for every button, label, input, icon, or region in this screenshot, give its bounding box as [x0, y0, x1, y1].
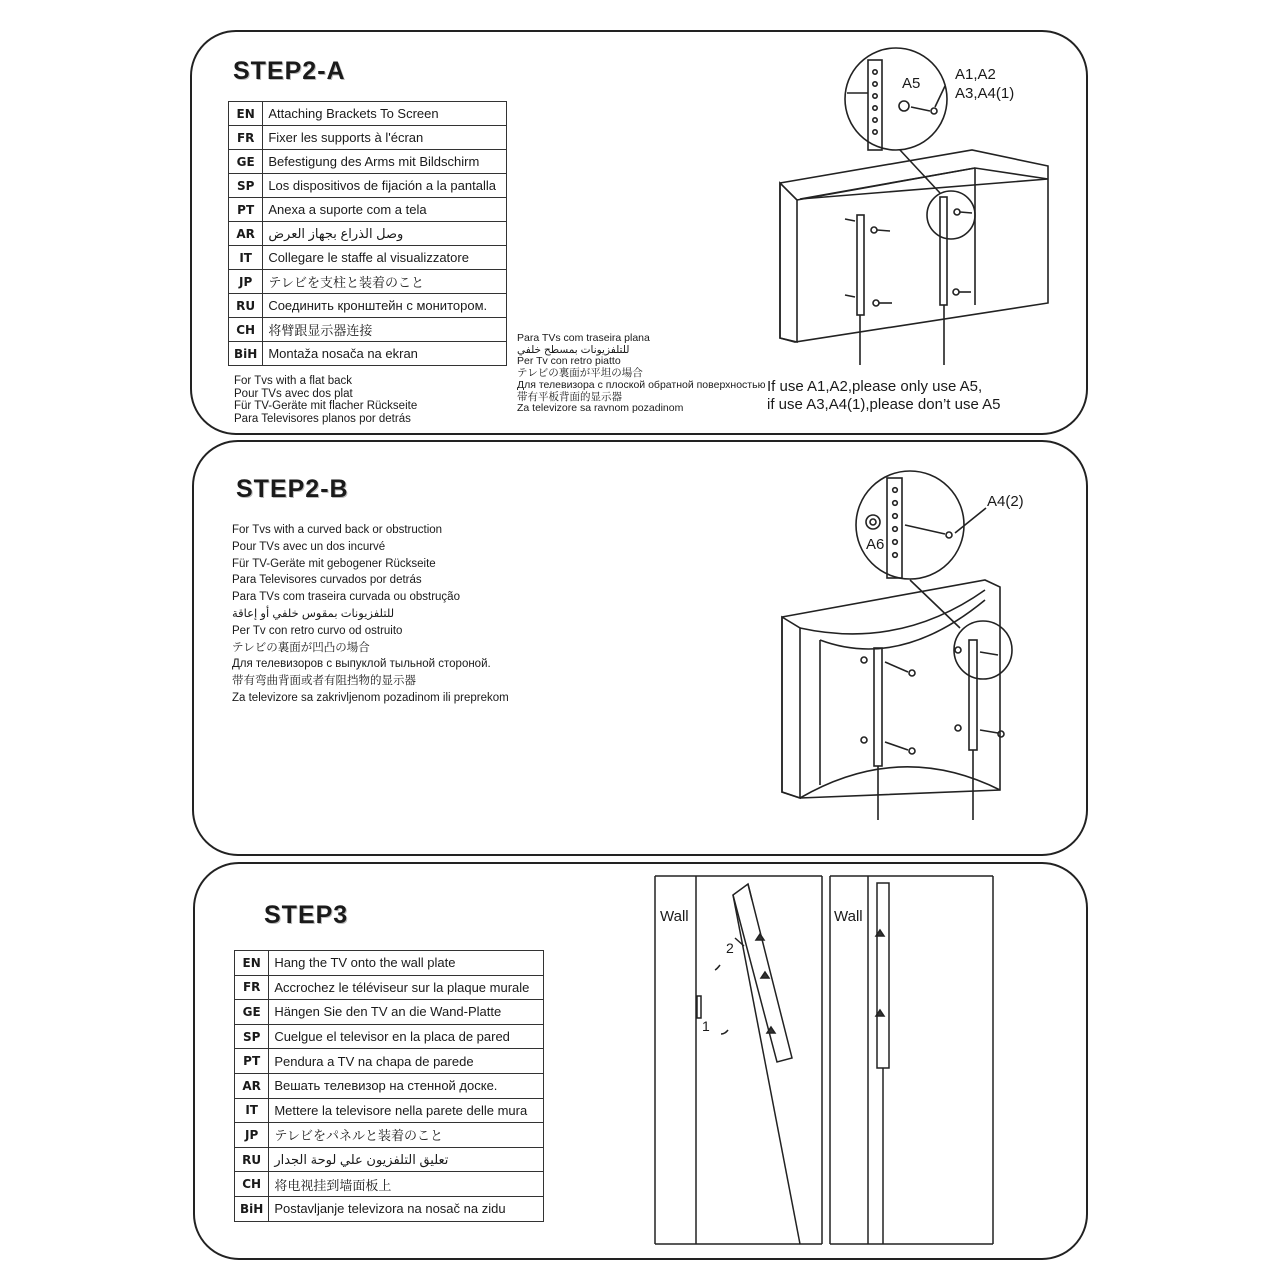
language-code: JP: [235, 1123, 269, 1148]
label-step-2-arrow: 2: [726, 940, 734, 956]
language-instruction: Hang the TV onto the wall plate: [269, 951, 544, 976]
language-instruction: 将臂跟显示器连接: [263, 318, 507, 342]
flat-note-line: للتلفزيونات بمسطح خلفي: [517, 343, 630, 356]
label-a3-a4: A3,A4(1): [955, 85, 1015, 102]
flat-note-line: Para Televisores planos por detrás: [234, 412, 411, 425]
language-code: IT: [235, 1098, 269, 1123]
step2a-title: STEP2-A: [233, 57, 346, 85]
language-code: RU: [229, 294, 263, 318]
language-code: AR: [235, 1073, 269, 1098]
label-step-1-arrow: 1: [702, 1018, 710, 1034]
language-instruction: Вешать телевизор на стенной доске.: [269, 1073, 544, 1098]
language-code: SP: [229, 174, 263, 198]
label-a5: A5: [902, 75, 921, 92]
language-instruction: Attaching Brackets To Screen: [263, 102, 507, 126]
curved-note-line: Pour TVs avec un dos incurvé: [232, 540, 386, 553]
language-code: IT: [229, 246, 263, 270]
language-instruction: Befestigung des Arms mit Bildschirm: [263, 150, 507, 174]
language-code: FR: [229, 126, 263, 150]
step2b-title: STEP2-B: [236, 475, 349, 503]
language-instruction: Mettere la televisore nella parete delle mura: [269, 1098, 544, 1123]
curved-note-line: 带有弯曲背面或者有阻挡物的显示器: [232, 675, 416, 688]
flat-note-line: For Tvs with a flat back: [234, 375, 353, 387]
language-instruction: テレビを支柱と装着のこと: [263, 270, 507, 294]
flat-note-line: Za televizore sa ravnom pozadinom: [517, 402, 684, 415]
language-instruction: Fixer les supports à l'écran: [263, 126, 507, 150]
flat-note-line: Para TVs com traseira plana: [517, 332, 650, 344]
language-code: SP: [235, 1024, 269, 1049]
step3-title: STEP3: [264, 901, 349, 929]
language-code: PT: [229, 198, 263, 222]
curved-note-line: Para Televisores curvados por detrás: [232, 574, 422, 587]
language-instruction: Collegare le staffe al visualizzatore: [263, 246, 507, 270]
flat-note-line: 带有平板背面的显示器: [517, 390, 622, 403]
language-instruction: Pendura a TV na chapa de parede: [269, 1049, 544, 1074]
language-instruction: テレビをパネルと装着のこと: [269, 1123, 544, 1148]
label-a6: A6: [866, 536, 885, 553]
curved-note-line: Za televizore sa zakrivljenom pozadinom ili preprekom: [232, 691, 509, 704]
curved-note-line: テレビの裏面が凹凸の場合: [232, 641, 370, 654]
language-code: FR: [235, 975, 269, 1000]
curved-note-line: For Tvs with a curved back or obstruction: [232, 524, 443, 536]
language-instruction: Postavljanje televizora na nosač na zidu: [269, 1196, 544, 1221]
language-code: RU: [235, 1147, 269, 1172]
flat-note-line: Per Tv con retro piatto: [517, 355, 621, 368]
curved-note-line: Für TV-Geräte mit gebogener Rückseite: [232, 557, 436, 570]
language-code: AR: [229, 222, 263, 246]
language-instruction: Hängen Sie den TV an die Wand-Platte: [269, 1000, 544, 1025]
language-code: CH: [235, 1172, 269, 1197]
language-code: JP: [229, 270, 263, 294]
language-code: PT: [235, 1049, 269, 1074]
curved-note-line: Для телевизоров с выпуклой тыльной стороной.: [232, 658, 491, 671]
warning-line: If use A1,A2,please only use A5,: [767, 378, 983, 395]
language-instruction: تعليق التلفزيون علي لوحة الجدار: [269, 1147, 544, 1172]
flat-note-line: Für TV-Geräte mit flacher Rückseite: [234, 400, 418, 412]
language-code: GE: [235, 1000, 269, 1025]
language-code: BiH: [235, 1196, 269, 1221]
label-wall-right: Wall: [834, 908, 863, 925]
language-instruction: Montaža nosača na ekran: [263, 342, 507, 366]
language-instruction: وصل الذراع بجهاز العرض: [263, 222, 507, 246]
curved-note-line: للتلفزيونات بمقوس خلفي أو إعاقة: [232, 607, 395, 620]
language-code: BiH: [229, 342, 263, 366]
curved-note-line: Para TVs com traseira curvada ou obstrução: [232, 591, 460, 604]
language-instruction: Accrochez le téléviseur sur la plaque murale: [269, 975, 544, 1000]
curved-note-line: Per Tv con retro curvo od ostruito: [232, 624, 403, 637]
language-instruction: Anexa a suporte com a tela: [263, 198, 507, 222]
language-code: GE: [229, 150, 263, 174]
language-instruction: 将电视挂到墙面板上: [269, 1172, 544, 1197]
label-a4-2: A4(2): [987, 493, 1024, 510]
flat-note-line: Для телевизора с плоской обратной поверхностью: [517, 378, 766, 391]
language-instruction: Los dispositivos de fijación a la pantalla: [263, 174, 507, 198]
label-wall-left: Wall: [660, 908, 689, 925]
language-instruction: Соединить кронштейн с монитором.: [263, 294, 507, 318]
label-a1-a2: A1,A2: [955, 66, 996, 83]
language-instruction: Cuelgue el televisor en la placa de pared: [269, 1024, 544, 1049]
flat-note-line: テレビの裏面が平坦の場合: [517, 367, 643, 380]
flat-note-line: Pour TVs avec dos plat: [234, 387, 353, 400]
language-code: EN: [229, 102, 263, 126]
language-code: EN: [235, 951, 269, 976]
language-code: CH: [229, 318, 263, 342]
warning-line: if use A3,A4(1),please don’t use A5: [767, 396, 1001, 413]
